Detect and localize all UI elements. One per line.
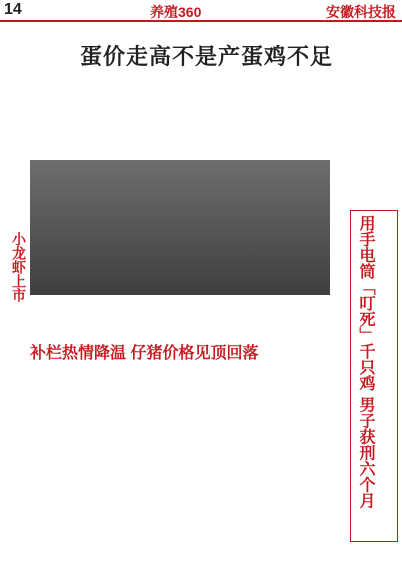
headline: 蛋价走高不是产蛋鸡不足 bbox=[80, 44, 334, 69]
subhead: 补栏热情降温 仔猪价格见顶回落 bbox=[30, 345, 259, 362]
photo bbox=[30, 160, 330, 295]
masthead bbox=[0, 0, 402, 22]
section-title: 养殖360 bbox=[150, 4, 202, 20]
right-boxed-headline bbox=[350, 210, 398, 542]
left-vertical-title: 小龙虾上市 bbox=[10, 232, 26, 302]
paper-name: 安徽科技报 bbox=[326, 5, 396, 21]
page-number: 14 bbox=[4, 1, 22, 18]
right-vertical-title: 用手电筒「叮死」千只鸡 男子获刑六个月 bbox=[357, 215, 376, 509]
